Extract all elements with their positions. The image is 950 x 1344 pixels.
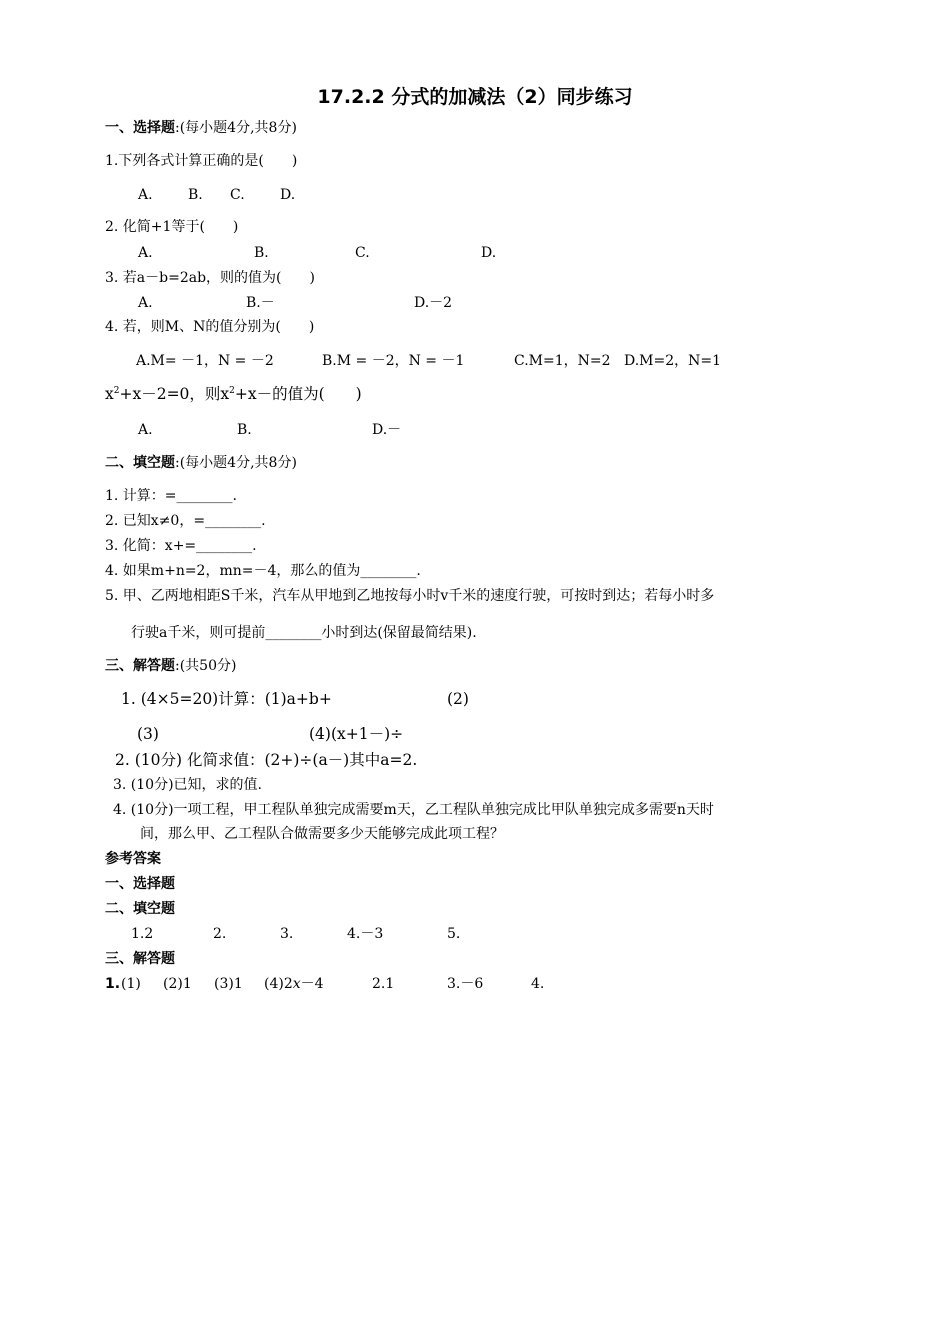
solve-q2: 2. (10分) 化简求值：(2+)÷(a－)其中a=2. bbox=[115, 751, 418, 769]
q1-option-b: B. bbox=[188, 187, 203, 203]
fill-answer-5: 5. bbox=[447, 926, 461, 942]
fill-answer-3: 3. bbox=[280, 926, 294, 942]
answers-heading: 参考答案 bbox=[105, 851, 161, 867]
q4-option-a: A.M= －1，N = －2 bbox=[136, 353, 274, 369]
section-3-heading: 三、解答题 bbox=[105, 658, 175, 674]
solve-answer-3: (3)1 bbox=[214, 976, 243, 992]
solve-answer-4-var: x bbox=[292, 976, 301, 992]
q1-option-a: A. bbox=[138, 187, 153, 203]
q2-option-a: A. bbox=[138, 245, 153, 261]
section-1-note: :(每小题4分,共8分) bbox=[175, 120, 297, 136]
solve-answer-4-prefix: (4)2 bbox=[264, 976, 293, 992]
q3-option-a: A. bbox=[138, 295, 153, 311]
section-2-heading: 二、填空题 bbox=[105, 455, 175, 471]
q4-option-c: C.M=1，N=2 bbox=[514, 353, 611, 369]
q2-option-c: C. bbox=[355, 245, 370, 261]
section-2-note: :(每小题4分,共8分) bbox=[175, 455, 297, 471]
solve-answer-4 bbox=[264, 974, 324, 994]
q2-option-d: D. bbox=[481, 245, 497, 261]
solve-q4-line1: 4. (10分)一项工程，甲工程队单独完成需要m天，乙工程队单独完成比甲队单独完成多需要n天时 bbox=[113, 802, 714, 818]
solve-q1-part3: (3) bbox=[137, 725, 159, 743]
q4-option-b: B.M = －2，N = －1 bbox=[322, 353, 465, 369]
q3-option-b: B.－ bbox=[246, 295, 275, 311]
fill-answer-1: 1.2 bbox=[131, 926, 154, 942]
fill-item-5-continued: 行驶a千米，则可提前________小时到达(保留最简结果). bbox=[131, 625, 477, 641]
answers-section-2: 二、填空题 bbox=[105, 901, 175, 917]
solve-answer-label: 1. bbox=[105, 976, 121, 992]
solve-q1-part2: (2) bbox=[447, 690, 469, 708]
q5-option-d: D.－ bbox=[372, 422, 402, 438]
solve-q1-part4: (4)(x+1－)÷ bbox=[309, 725, 404, 743]
solve-answer-5: 2.1 bbox=[372, 976, 395, 992]
solve-answer-1: (1) bbox=[121, 976, 141, 992]
section-3-note: :(共50分) bbox=[175, 658, 237, 674]
q4-stem: 4. 若，则M、N的值分别为( ) bbox=[105, 319, 315, 335]
q1-option-d: D. bbox=[280, 187, 296, 203]
solve-q4-line2: 间，那么甲、乙工程队合做需要多少天能够完成此项工程？ bbox=[140, 826, 504, 842]
q5-stem bbox=[105, 384, 362, 404]
q5-stem-part2: +x－2=0，则x bbox=[119, 385, 230, 403]
fill-item-4: 4. 如果m+n=2，mn=－4，那么的值为________. bbox=[105, 563, 421, 579]
answers-section-3: 三、解答题 bbox=[105, 951, 175, 967]
q3-stem: 3. 若a－b=2ab，则的值为( ) bbox=[105, 270, 315, 286]
fill-answer-4: 4.－3 bbox=[347, 926, 384, 942]
q5-option-a: A. bbox=[138, 422, 153, 438]
q1-stem: 1.下列各式计算正确的是( ) bbox=[105, 153, 298, 169]
fill-answer-2: 2. bbox=[213, 926, 227, 942]
q2-option-b: B. bbox=[254, 245, 269, 261]
q4-option-d: D.M=2，N=1 bbox=[624, 353, 722, 369]
fill-item-1: 1. 计算：=________. bbox=[105, 488, 237, 504]
section-2-header bbox=[105, 453, 297, 473]
q5-option-b: B. bbox=[237, 422, 252, 438]
fill-item-5: 5. 甲、乙两地相距S千米，汽车从甲地到乙地按每小时v千米的速度行驶，可按时到达；若每小时多 bbox=[105, 588, 715, 604]
fill-item-3: 3. 化简：x+=________. bbox=[105, 538, 257, 554]
q3-option-d: D.－2 bbox=[414, 295, 453, 311]
section-3-header bbox=[105, 656, 236, 676]
q5-stem-part3: +x－的值为( ) bbox=[234, 385, 362, 403]
solve-answer-6: 3.－6 bbox=[447, 976, 484, 992]
q5-superscript-1: 2 bbox=[113, 386, 120, 396]
q5-stem-part1: x bbox=[105, 385, 114, 403]
solve-answer-4-suffix: －4 bbox=[300, 976, 324, 992]
answers-section-1: 一、选择题 bbox=[105, 876, 175, 892]
q2-stem: 2. 化简+1等于( ) bbox=[105, 219, 239, 235]
fill-item-2: 2. 已知x≠0，=________. bbox=[105, 513, 266, 529]
q5-superscript-2: 2 bbox=[229, 386, 235, 396]
page-title: 17.2.2 分式的加减法（2）同步练习 bbox=[317, 86, 633, 108]
q1-option-c: C. bbox=[230, 187, 245, 203]
solve-q3: 3. (10分)已知，求的值. bbox=[113, 777, 262, 793]
solve-answer-2: (2)1 bbox=[163, 976, 192, 992]
solve-answer-7: 4. bbox=[531, 976, 545, 992]
section-1-header bbox=[105, 118, 297, 138]
solve-q1-part1: 1. (4×5=20)计算：(1)a+b+ bbox=[121, 690, 332, 708]
section-1-heading: 一、选择题 bbox=[105, 120, 175, 136]
